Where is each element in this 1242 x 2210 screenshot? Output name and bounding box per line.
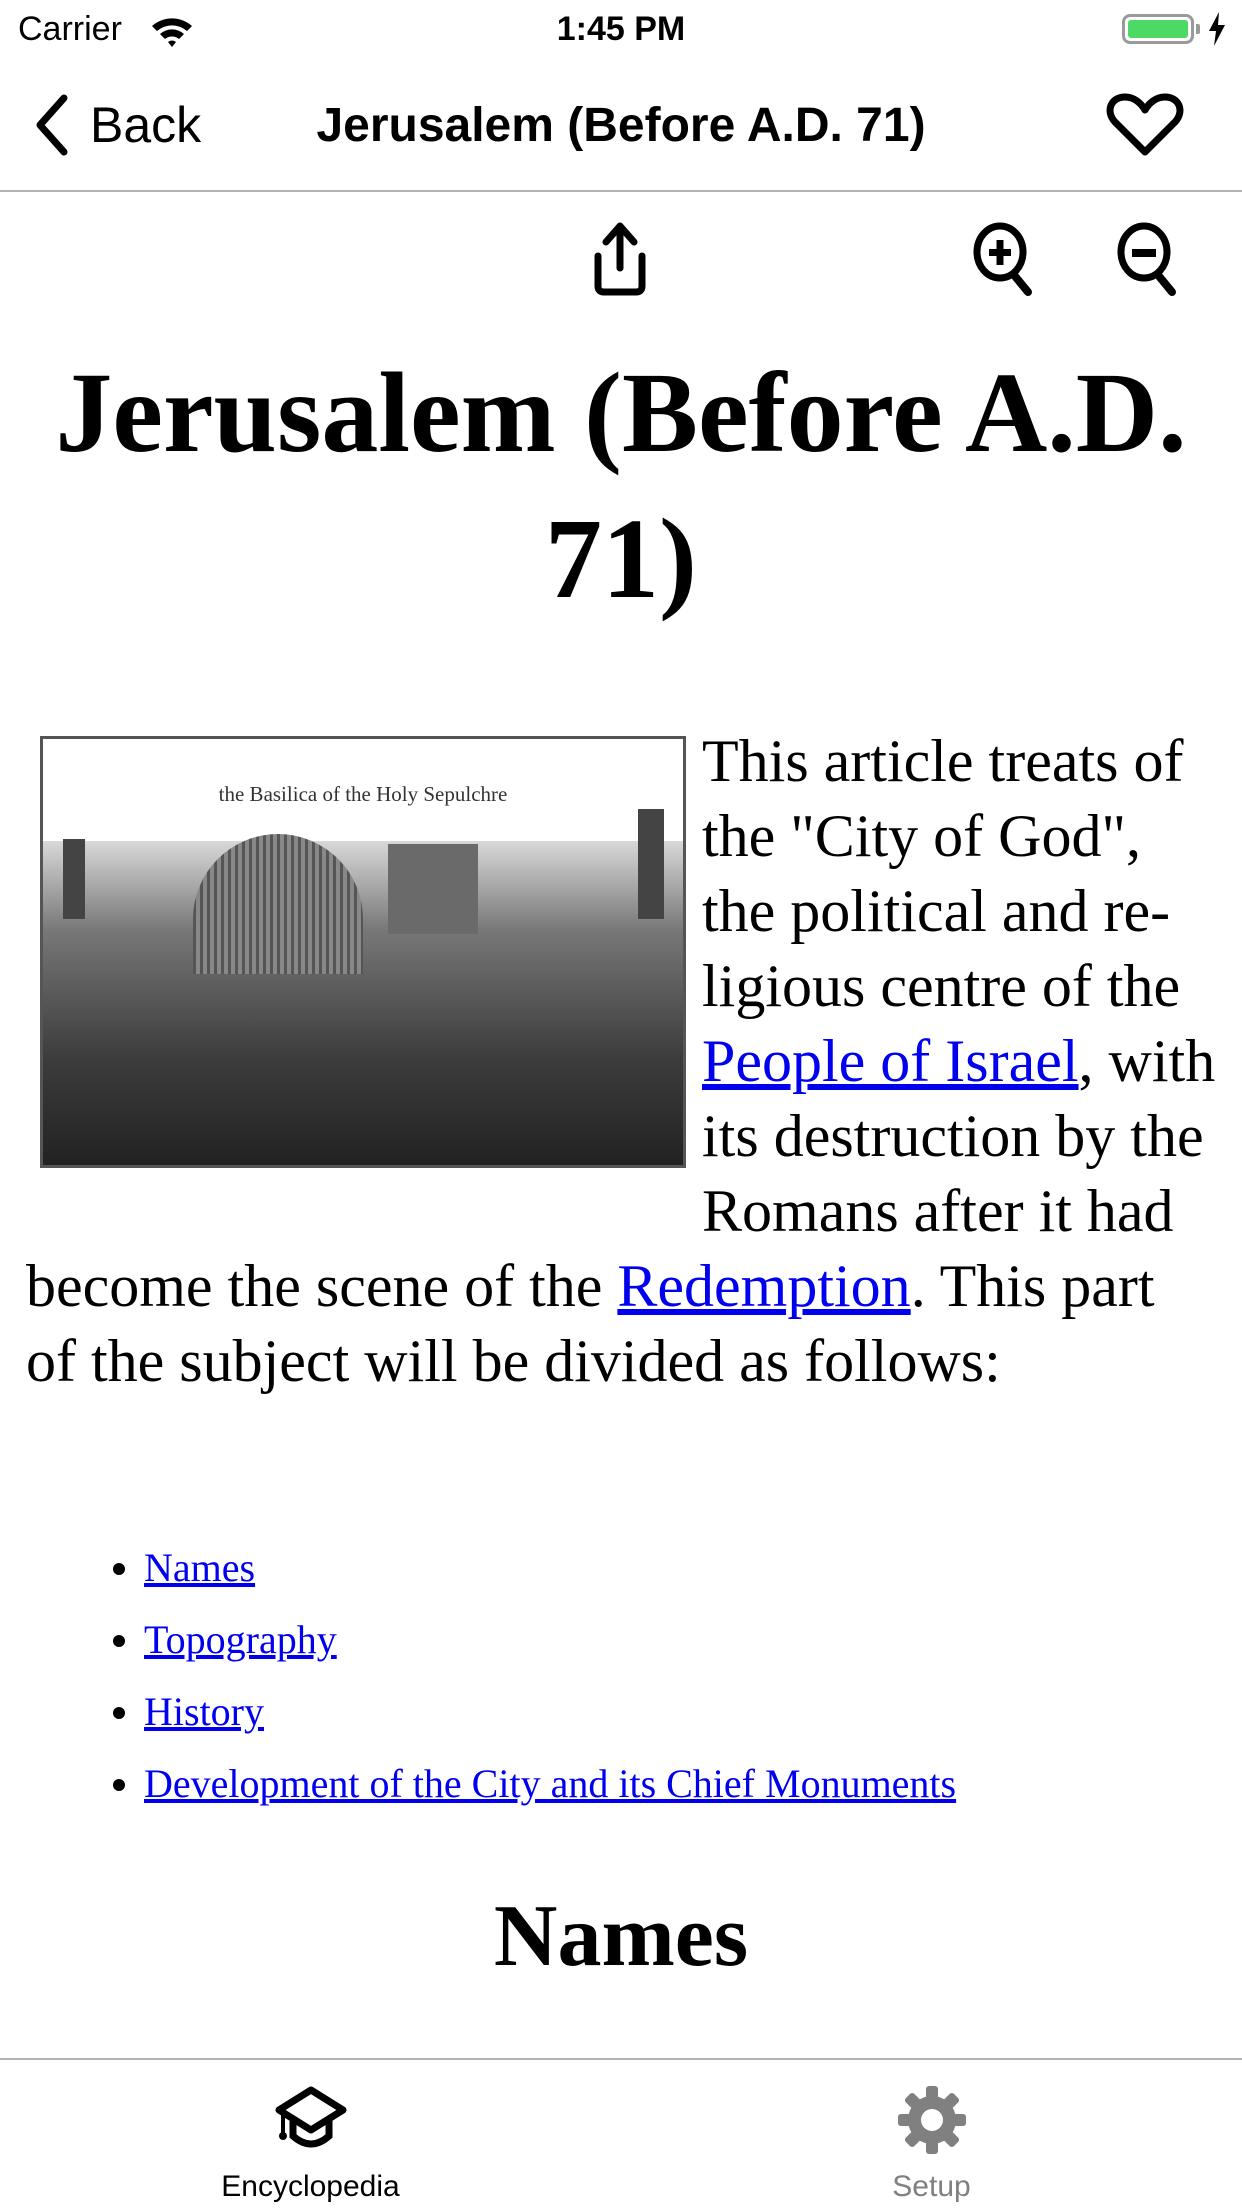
back-label: Back: [90, 97, 202, 153]
people-of-israel-link[interactable]: People of Israel: [702, 1028, 1079, 1094]
share-icon[interactable]: [584, 220, 656, 296]
article-figure: [26, 724, 686, 1174]
dome-shape: [193, 834, 363, 974]
section-heading-names: Names: [493, 1888, 749, 1985]
navigation-bar: [0, 60, 1242, 192]
redemption-link[interactable]: Redemption: [617, 1253, 911, 1319]
minaret-shape: [63, 839, 85, 919]
zoom-out-icon[interactable]: [1112, 220, 1184, 296]
toc-link-development[interactable]: Development of the City and its Chief Monuments: [144, 1761, 957, 1806]
tab-encyclopedia[interactable]: [0, 2060, 621, 2210]
toc-link-history[interactable]: History: [144, 1689, 264, 1734]
tab-label: Setup: [892, 2170, 971, 2203]
battery-nub: [1196, 24, 1200, 34]
toc-item: [144, 1676, 956, 1748]
carrier-label: Carrier: [18, 10, 122, 48]
graduation-cap-icon: [275, 2084, 347, 2156]
toc-item: [144, 1748, 956, 1820]
article: [26, 340, 1216, 1985]
battery-icon: [1122, 14, 1194, 44]
status-bar: [0, 0, 1242, 60]
intro-text: . This part of the subject will be divided as follows:: [26, 1253, 1155, 1394]
tab-bar: [0, 2058, 1242, 2208]
toc-item: [144, 1532, 956, 1604]
toc-link-names[interactable]: Names: [144, 1545, 256, 1590]
charging-bolt-icon: [1206, 12, 1228, 46]
zoom-in-icon[interactable]: [968, 220, 1040, 296]
tab-setup[interactable]: [621, 2060, 1242, 2210]
table-of-contents: [26, 1532, 956, 1820]
gear-icon: [896, 2084, 968, 2156]
toc-item: [144, 1604, 956, 1676]
tab-label: Encyclopedia: [221, 2170, 400, 2203]
favorite-heart-icon[interactable]: [1106, 92, 1184, 158]
back-button[interactable]: [30, 90, 201, 160]
intro-text: This article treats of the "City of God", the political and re-ligious centre of the: [702, 728, 1184, 1019]
toc-link-topography[interactable]: Topography: [144, 1617, 337, 1662]
clock: 1:45 PM: [556, 10, 686, 48]
article-intro: [26, 724, 1216, 1399]
nav-title: Jerusalem (Before A.D. 71): [316, 99, 926, 152]
figure-caption: the Basilica of the Holy Sepulchre: [218, 782, 508, 806]
rotunda-shape: [388, 844, 478, 934]
bell-tower-shape: [638, 809, 664, 919]
article-title: Jerusalem (Before A.D. 71): [55, 349, 1187, 622]
basilica-photo: [40, 736, 686, 1168]
intro-text: , with its destruction by the Romans after it had become the scene of the: [26, 1028, 1216, 1319]
chevron-left-icon: [30, 92, 74, 158]
